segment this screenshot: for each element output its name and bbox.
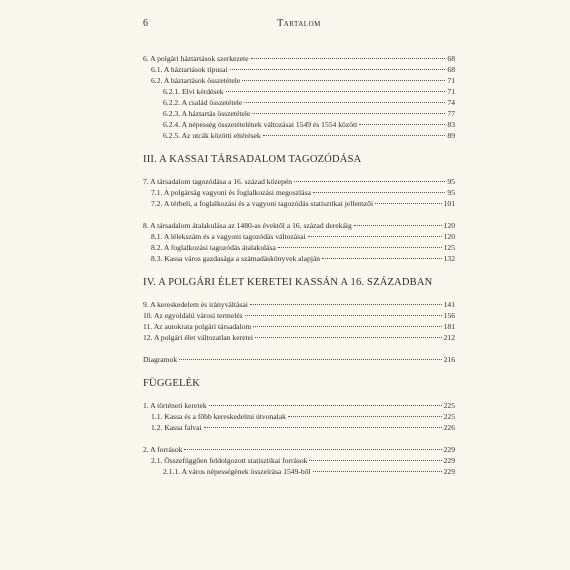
toc-entry-title: Diagramok <box>143 355 178 364</box>
toc-entry[interactable] <box>143 176 455 187</box>
toc-entry[interactable] <box>143 321 455 332</box>
toc-entry-title: 6.2.3. A háztartás összetétele <box>163 109 251 118</box>
toc-entry-page: 77 <box>447 109 455 118</box>
page-number: 6 <box>143 18 148 29</box>
toc-entry[interactable] <box>143 242 455 253</box>
toc-entry-title: 1.2. Kassa falvai <box>151 423 202 432</box>
toc-entry-title: 2.1.1. A város népességének összeírása 1549-ből <box>163 467 311 476</box>
dot-leader <box>184 449 441 450</box>
dot-leader <box>252 113 445 114</box>
section-heading: III. A KASSAI TÁRSADALOM TAGOZÓDÁSA <box>143 154 362 165</box>
toc-entry-page: 71 <box>447 87 455 96</box>
toc-entry[interactable] <box>143 231 455 242</box>
toc-entry-page: 125 <box>443 243 455 252</box>
toc-entry-page: 229 <box>443 456 455 465</box>
toc-entry-page: 101 <box>443 199 455 208</box>
toc-spacer <box>143 209 455 220</box>
toc-entry-title: 2. A források <box>143 445 183 454</box>
toc-entry-title: 9. A kereskedelem és irányváltásai <box>143 300 248 309</box>
dot-leader <box>179 359 441 360</box>
toc-entry-page: 156 <box>443 311 455 320</box>
dot-leader <box>313 471 442 472</box>
toc-entry[interactable] <box>143 332 455 343</box>
toc-entry[interactable] <box>143 130 455 141</box>
toc-entry[interactable] <box>143 64 455 75</box>
toc-entry[interactable] <box>143 411 455 422</box>
dot-leader <box>375 203 442 204</box>
dot-leader <box>308 236 442 237</box>
dot-leader <box>251 58 446 59</box>
toc-entry[interactable] <box>143 86 455 97</box>
toc-entry-page: 225 <box>443 401 455 410</box>
toc-entry-title: 6.2. A háztartások összetétele <box>151 76 241 85</box>
toc-entry-title: 7.1. A polgárság vagyoni és foglalkozási megoszlása <box>151 188 311 197</box>
toc-entry-title: 8. A társadalom átalakulása az 1480-as évektől a 16. század derekáig <box>143 221 352 230</box>
toc-entry-title: 10. Az egyoldalú városi termelés <box>143 311 243 320</box>
dot-leader <box>253 326 441 327</box>
toc-entry-title: 11. Az autokrata polgári társadalom <box>143 322 252 331</box>
section-heading: FÜGGELÉK <box>143 378 201 389</box>
toc-entry-page: 181 <box>443 322 455 331</box>
dot-leader <box>309 460 441 461</box>
toc-spacer <box>143 433 455 444</box>
toc-entry[interactable] <box>143 299 455 310</box>
table-of-contents <box>143 53 455 477</box>
running-title: Tartalom <box>277 18 321 29</box>
dot-leader <box>322 258 442 259</box>
toc-entry-page: 120 <box>443 221 455 230</box>
dot-leader <box>354 225 442 226</box>
toc-entry[interactable] <box>143 220 455 231</box>
toc-entry-page: 95 <box>447 188 455 197</box>
toc-entry-page: 216 <box>443 355 455 364</box>
toc-entry[interactable] <box>143 354 455 365</box>
toc-entry-page: 83 <box>447 120 455 129</box>
dot-leader <box>263 135 446 136</box>
toc-entry-title: 6.2.1. Elvi kérdések <box>163 87 224 96</box>
dot-leader <box>359 124 445 125</box>
dot-leader <box>278 247 442 248</box>
toc-entry-page: 141 <box>443 300 455 309</box>
toc-entry-page: 132 <box>443 254 455 263</box>
toc-entry-page: 212 <box>443 333 455 342</box>
toc-entry-page: 225 <box>443 412 455 421</box>
toc-entry[interactable] <box>143 187 455 198</box>
toc-entry-title: 8.1. A lélekszám és a vagyoni tagozódás változásai <box>151 232 306 241</box>
toc-entry[interactable] <box>143 310 455 321</box>
toc-entry-page: 120 <box>443 232 455 241</box>
toc-entry-title: 6.2.5. Az utcák közötti eltérések <box>163 131 261 140</box>
dot-leader <box>294 181 445 182</box>
toc-entry[interactable] <box>143 75 455 86</box>
toc-entry[interactable] <box>143 53 455 64</box>
toc-entry-title: 7.2. A térbeli, a foglalkozási és a vagyoni tagozódás statisztikai jellemzői <box>151 199 374 208</box>
toc-entry[interactable] <box>143 108 455 119</box>
toc-entry-page: 226 <box>443 423 455 432</box>
dot-leader <box>244 102 445 103</box>
toc-entry[interactable] <box>143 97 455 108</box>
toc-entry-title: 1. A történeti keretek <box>143 401 207 410</box>
toc-entry-title: 6.2.4. A népesség összetételének változásai 1549 és 1554 között <box>163 120 358 129</box>
toc-entry-title: 8.3. Kassa város gazdasága a számadáskönyvek alapján <box>151 254 321 263</box>
toc-entry[interactable] <box>143 422 455 433</box>
toc-entry-title: 12. A polgári élet változatlan keretei <box>143 333 254 342</box>
dot-leader <box>204 427 442 428</box>
dot-leader <box>288 416 442 417</box>
toc-entry-page: 68 <box>447 54 455 63</box>
toc-entry-title: 1.1. Kassa és a főbb kereskedelmi útvonalak <box>151 412 286 421</box>
toc-entry-page: 229 <box>443 445 455 454</box>
dot-leader <box>242 80 445 81</box>
toc-entry[interactable] <box>143 444 455 455</box>
toc-entry-title: 7. A társadalom tagozódása a 16. század közepén <box>143 177 293 186</box>
section-heading: IV. A POLGÁRI ÉLET KERETEI KASSÁN A 16. SZÁZADBAN <box>143 277 433 288</box>
toc-entry[interactable] <box>143 455 455 466</box>
toc-entry-title: 6. A polgári háztartások szerkezete <box>143 54 249 63</box>
dot-leader <box>250 304 442 305</box>
toc-entry-page: 229 <box>443 467 455 476</box>
dot-leader <box>209 405 442 406</box>
toc-spacer <box>143 343 455 354</box>
toc-entry-title: 2.1. Összefüggően feldolgozott statisztikai források <box>151 456 308 465</box>
dot-leader <box>226 91 446 92</box>
toc-entry-page: 95 <box>447 177 455 186</box>
toc-entry[interactable] <box>143 119 455 130</box>
toc-entry-title: 8.2. A foglalkozási tagozódás átalakulása <box>151 243 276 252</box>
toc-entry-page: 71 <box>447 76 455 85</box>
dot-leader <box>313 192 446 193</box>
toc-entry-page: 74 <box>447 98 455 107</box>
dot-leader <box>245 315 442 316</box>
toc-entry[interactable] <box>143 198 455 209</box>
dot-leader <box>255 337 442 338</box>
toc-entry-page: 89 <box>447 131 455 140</box>
toc-entry[interactable] <box>143 253 455 264</box>
toc-entry[interactable] <box>143 466 455 477</box>
toc-entry-title: 6.1. A háztartások típusai <box>151 65 228 74</box>
toc-entry[interactable] <box>143 400 455 411</box>
dot-leader <box>230 69 446 70</box>
toc-entry-title: 6.2.2. A család összetétele <box>163 98 243 107</box>
toc-entry-page: 68 <box>447 65 455 74</box>
